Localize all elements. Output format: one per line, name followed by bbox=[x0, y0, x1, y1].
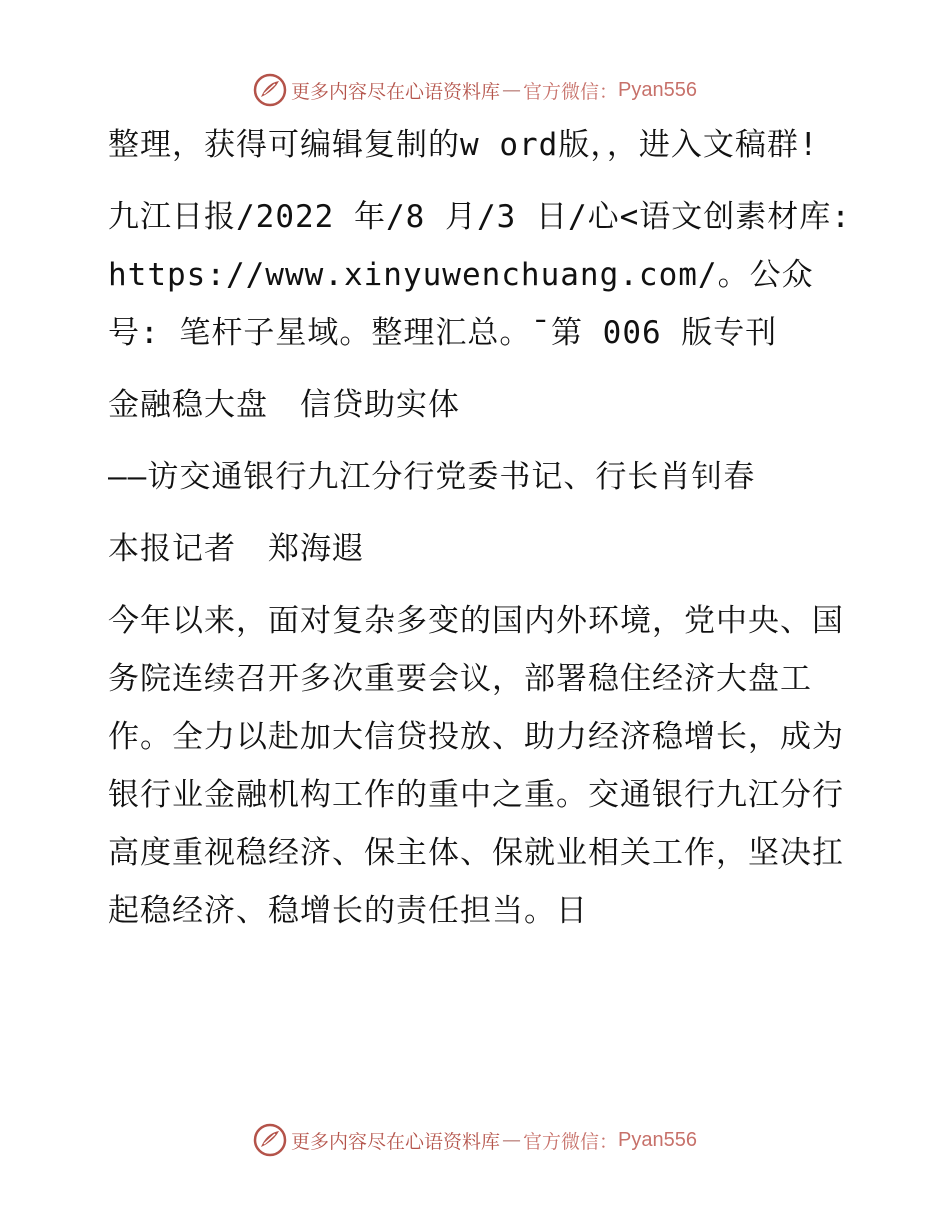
body-paragraph: 今年以来，面对复杂多变的国内外环境，党中央、国务院连续召开多次重要会议，部署稳住经济大盘工作。全力以赴加大信贷投放、助力经济稳增长，成为银行业金融机构工作的重中之重。交通银行九江分行高度重视稳经济、保主体、保就业相关工作，坚决扛起稳经济、稳增长的责任担当。日 bbox=[108, 603, 844, 929]
watermark-site-text: 更多内容尽在心语资料库 bbox=[291, 1130, 501, 1153]
logo-icon bbox=[253, 73, 287, 107]
document-body bbox=[97, 116, 857, 940]
watermark-wechat-id: Pyan556 bbox=[618, 78, 697, 101]
logo-icon bbox=[253, 1123, 287, 1157]
watermark-wechat-id: Pyan556 bbox=[618, 1128, 697, 1151]
watermark-separator: — bbox=[502, 79, 522, 101]
intro-paragraph: 整理，获得可编辑复制的w ord版，，进入文稿群! bbox=[108, 127, 819, 163]
source-paragraph: 九江日报/2022 年/8 月/3 日/心<语文创素材库: https://www.xinyuwenchuang.com/。公众号: 笔杆子星域。整理汇总。¯第 006 版专刊 bbox=[108, 199, 851, 351]
watermark-wechat-label: 官方微信： bbox=[523, 80, 619, 103]
header-watermark bbox=[0, 70, 950, 110]
watermark-site-text: 更多内容尽在心语资料库 bbox=[291, 80, 501, 103]
article-headline: 金融稳大盘 信贷助实体 bbox=[108, 387, 460, 423]
article-subheadline: ——访交通银行九江分行党委书记、行长肖钊春 bbox=[108, 459, 756, 495]
article-byline: 本报记者 郑海遐 bbox=[108, 531, 364, 567]
watermark-separator: — bbox=[502, 1129, 522, 1151]
watermark-wechat-label: 官方微信： bbox=[523, 1130, 619, 1153]
footer-watermark bbox=[0, 1120, 950, 1160]
